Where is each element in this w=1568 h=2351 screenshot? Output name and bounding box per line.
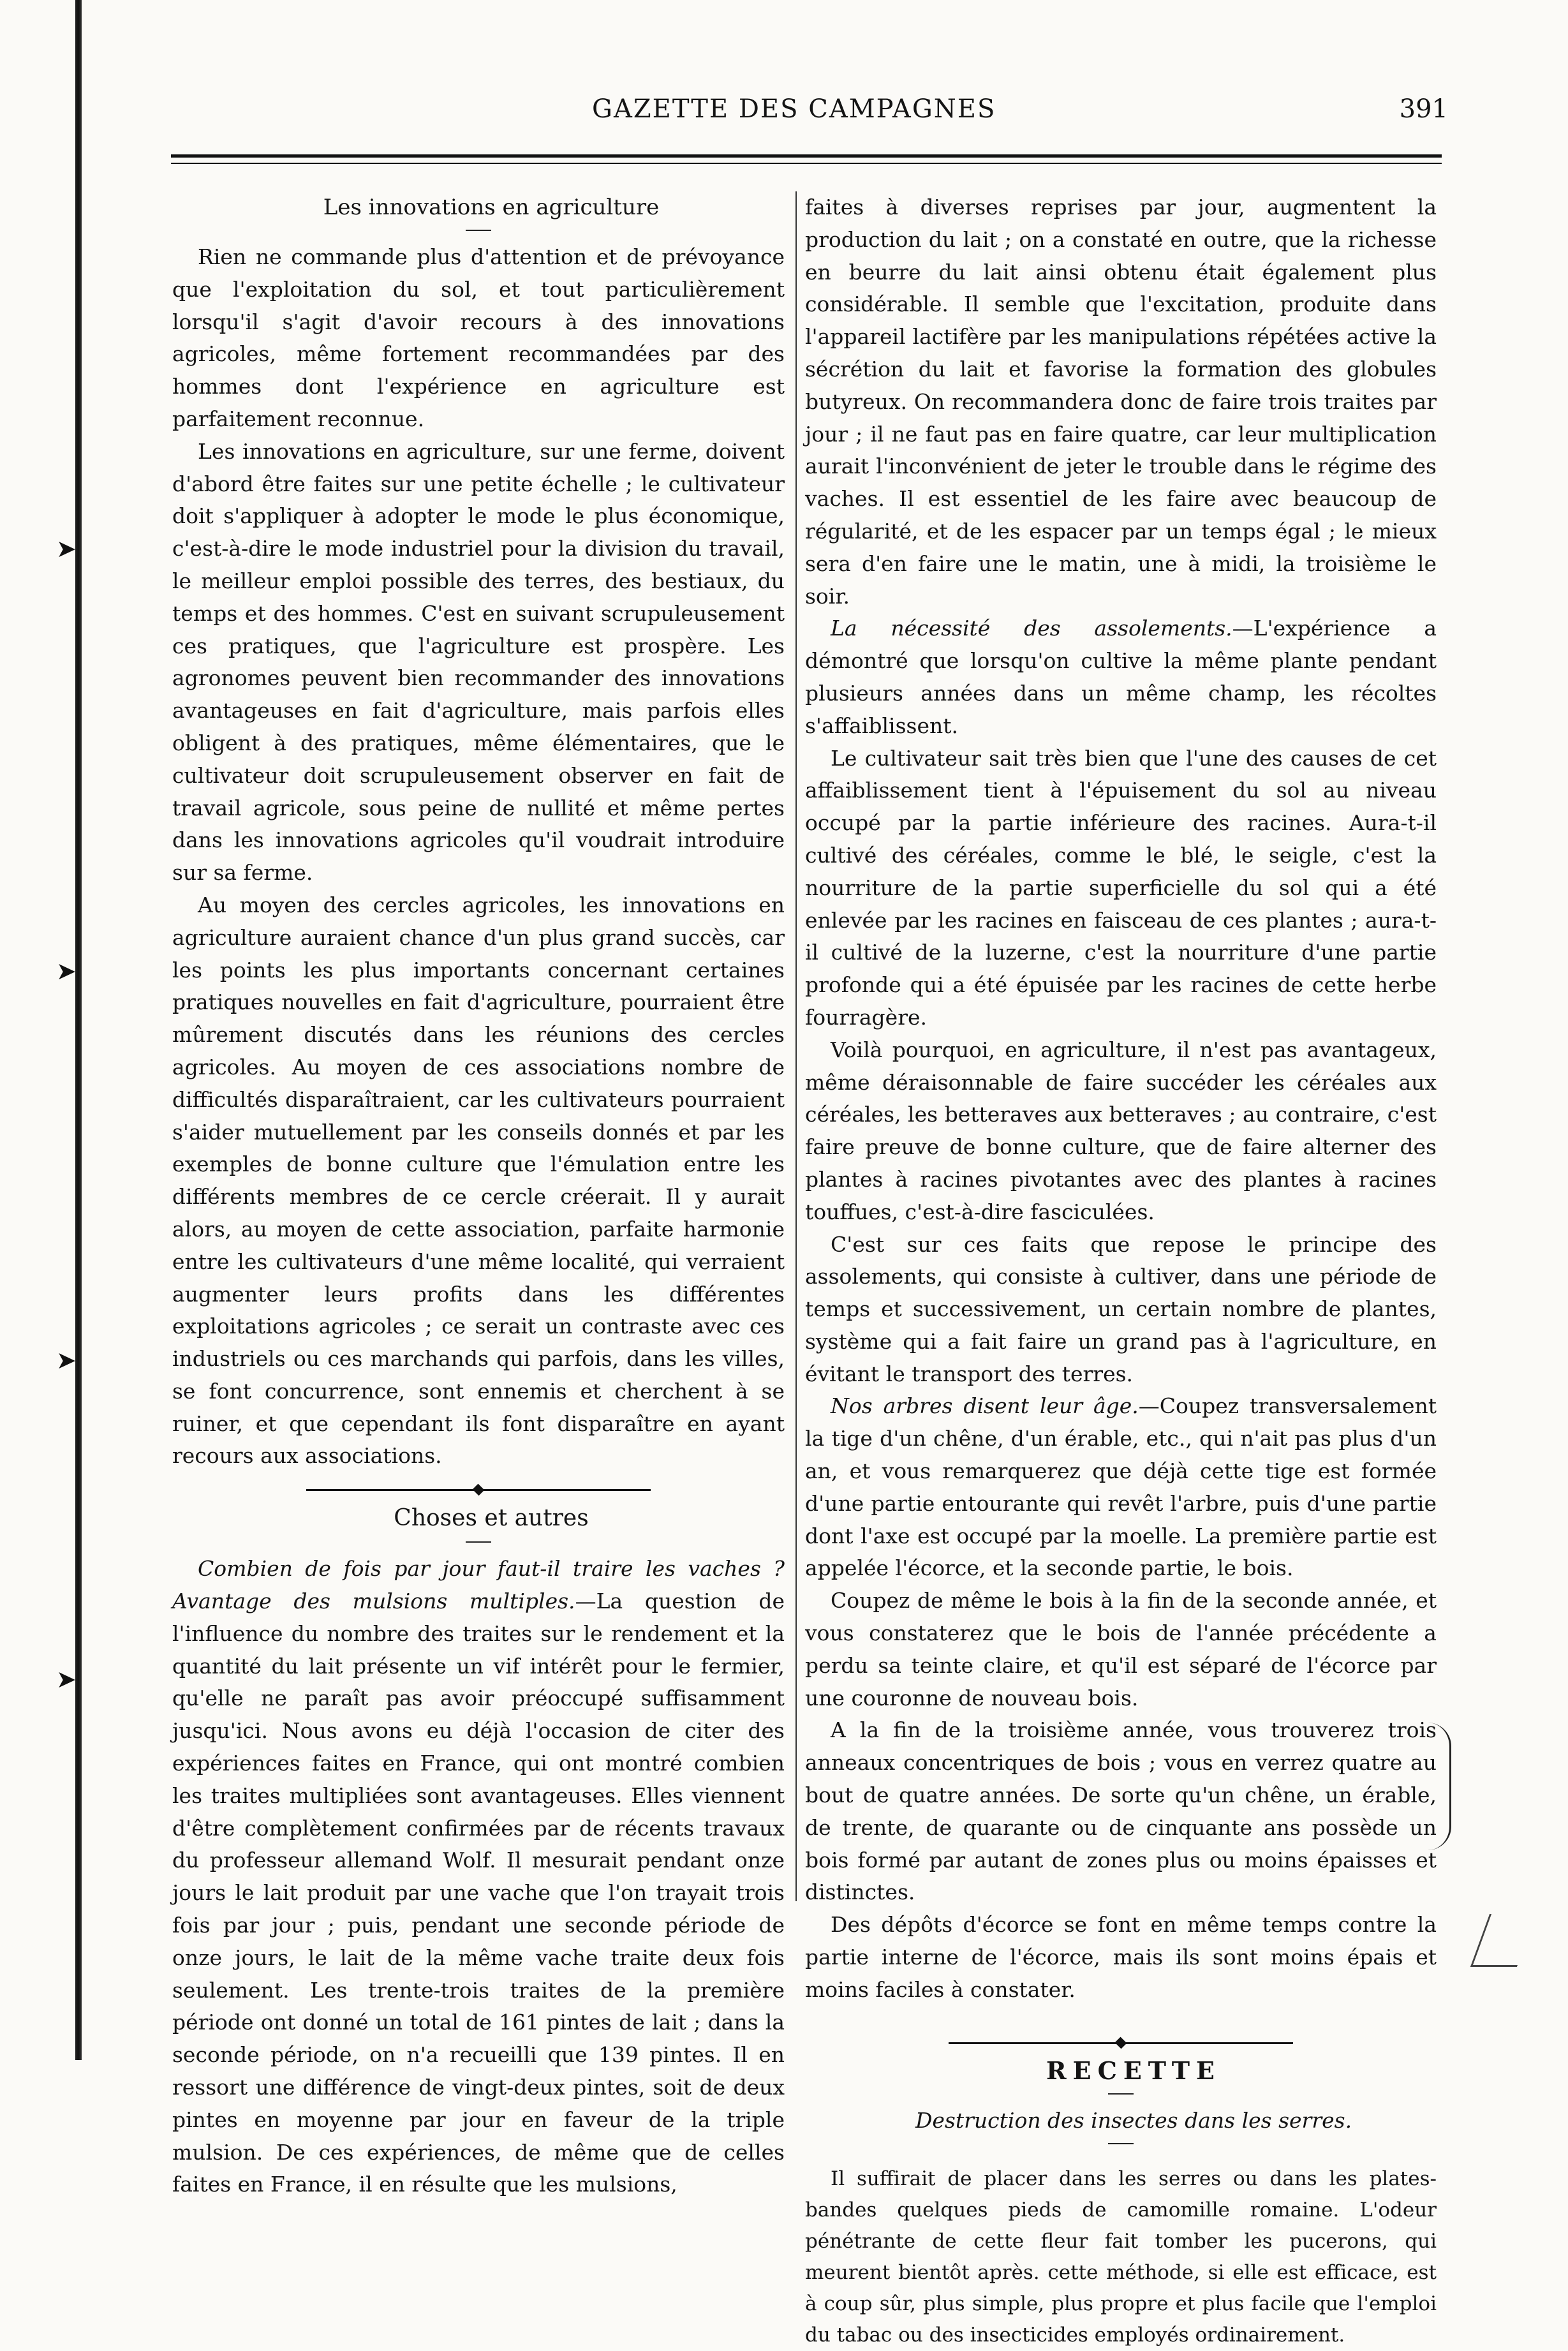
binding-mark: ➤ [56, 1346, 77, 1374]
paragraph: Le cultivateur sait très bien que l'une des causes de cet affaiblissement tient à l'épuisement du sol au niveau occupé par la partie inférieure des racines. Aura-t-il cultivé des céréales, comme le blé, le seigle, c'est la nourriture de la partie superficielle du sol qui a été enlevée par les racines en faisceau de ces plantes ; aura-t-il cultivé de la luzerne, c'est la nourriture d'une partie profonde qui a été épuisée par les racines de cette herbe fourragère. [805, 745, 1437, 1030]
left-column [172, 191, 785, 2201]
paragraph: Rien ne commande plus d'attention et de prévoyance que l'exploitation du sol, et tout particulièrement lorsqu'il s'agit d'avoir recours à des innovations agricoles, même fortement recommandées par des hommes dont l'expérience en agriculture est parfaitement reconnue. [172, 244, 785, 431]
header-rule [171, 154, 1442, 164]
paragraph [805, 1390, 1437, 1585]
binding-mark: ➤ [56, 957, 77, 985]
page-number: 391 [1399, 94, 1448, 124]
title-dash [805, 2087, 1437, 2105]
lead-text: —L'expérience a démontré que lorsqu'on cultive la même plante pendant plusieurs années dans un même champ, les récoltes s'affaiblissent. [805, 616, 1437, 738]
paragraph: Voilà pourquoi, en agriculture, il n'est pas avantageux, même déraisonnable de faire succéder les céréales aux céréales, les betteraves aux betteraves ; au contraire, c'est faire preuve de bonne culture, que de faire alterner des plantes à racines pivotantes avec des plantes à racines touffues, c'est-à-dire fasciculées. [805, 1037, 1437, 1224]
paragraph: A la fin de la troisième année, vous trouverez trois anneaux concentriques de bois ; vous en verrez quatre au bout de quatre années. De sorte qu'un chêne, un érable, de trente, de quarante ou de cinquante ans possède un bois formé par autant de zones plus ou moins épaisses et distinctes. [805, 1717, 1437, 1905]
paragraph: Les innovations en agriculture, sur une ferme, doivent d'abord être faites sur une petite échelle ; le cultivateur doit s'appliquer à adopter le mode le plus économique, c'est-à-dire le mode industriel pour la division du travail, le meilleur emploi possible des terres, des bestiaux, du temps et des hommes. C'est en suivant scrupuleusement ces pratiques, que l'agriculture est prospère. Les agronomes peuvent bien recommander des innovations avantageuses en fait d'agriculture, mais parfois elles obligent à des pratiques, même élémentaires, que le cultivateur doit scrupuleusement observer en fait de travail agricole, sous peine de nullité et même pertes dans les innovations agricoles qu'il voudrait introduire sur sa ferme. [172, 438, 785, 886]
paragraph [172, 1553, 785, 2201]
binding-mark: ➤ [56, 535, 77, 563]
page-binding-edge [75, 0, 82, 2060]
title-dash [172, 1535, 785, 1553]
paragraph: Coupez de même le bois à la fin de la seconde année, et vous constaterez que le bois de l'année précédente a perdu sa teinte claire, et qu'il est séparé de l'écorce par une couronne de nouveau bois. [805, 1588, 1437, 1710]
corner-mark [1470, 1914, 1536, 1967]
lead-italic: Combien de fois par jour faut-il traire les vaches ? Avantage des mulsions multiples. [172, 1556, 785, 1614]
recipe-text: Il suffirait de placer dans les serres ou dans les plates-bandes quelques pieds de camomille romaine. L'odeur pénétrante de cette fleur fait tomber les pucerons, qui meurent bientôt après. cette méthode, si elle est efficace, est à coup sûr, plus simple, plus propre et plus facile que l'emploi du tabac ou des insecticides employés ordinairement. [805, 2167, 1437, 2347]
lead-text: —Coupez transversalement la tige d'un chêne, d'un érable, etc., qui n'ait pas plus d'un an, et vous remarquerez que déjà cette tige est formée d'une partie entourante qui revêt l'arbre, puis d'une partie dont l'axe est occupé par la moelle. La première partie est appelée l'écorce, et la seconde partie, le bois. [805, 1393, 1437, 1581]
recipe-title: RECETTE [1046, 2056, 1221, 2085]
margin-bracket [1428, 1723, 1451, 1850]
binding-mark: ➤ [56, 1665, 77, 1693]
paragraph: Au moyen des cercles agricoles, les innovations en agriculture auraient chance d'un plus grand succès, car les points les plus importants concernant certaines pratiques nouvelles en fait d'agriculture, pourraient être mûrement discutés dans les réunions des cercles agricoles. Au moyen de ces associations nombre de difficultés disparaîtraient, car les cultivateurs pourraient s'aider mutuellement par les conseils donnés et par les exemples de bonne culture que l'émulation entre les différents membres de ce cercle créerait. Il y aurait alors, au moyen de cette association, parfaite harmonie entre les cultivateurs d'une même localité, qui verraient augmenter leurs profits dans les différentes exploitations agricoles ; ce serait un contraste avec ces industriels ou ces marchands qui parfois, dans les villes, se font concurrence, sont ennemis et cherchent à se ruiner, et que cependant ils font disparaître en ayant recours aux associations. [172, 892, 785, 1469]
section-title: Choses et autres [394, 1505, 589, 1532]
paragraph: C'est sur ces faits que repose le principe des assolements, qui consiste à cultiver, dans une période de temps et successivement, un certain nombre de plantes, système qui a fait faire un grand pas à l'agriculture, en évitant le transport des terres. [805, 1231, 1437, 1386]
paragraph [805, 612, 1437, 742]
paragraph: Des dépôts d'écorce se font en même temps contre la partie interne de l'écorce, mais ils sont moins épais et moins faciles à constater. [805, 1912, 1437, 2002]
lead-italic: Nos arbres disent leur âge. [831, 1393, 1139, 1419]
column-divider [795, 191, 797, 1901]
title-dash [172, 223, 785, 241]
section-ornament [949, 2032, 1293, 2055]
section-ornament [306, 1479, 651, 1502]
recipe-subtitle: Destruction des insectes dans les serres. [915, 2108, 1352, 2133]
lead-text: —La question de l'influence du nombre des traites sur le rendement et la quantité du lait présente un vif intérêt pour le fermier, qu'elle ne paraît pas avoir préoccupé suffisamment jusqu'ici. Nous avons eu déjà l'occasion de citer des expériences faites en France, qui ont montré combien les traites multipliées sont avantageuses. Elles viennent d'être complètement confirmées par de récents travaux du professeur allemand Wolf. Il mesurait pendant onze jours le lait produit par une vache que l'on trayait trois fois par jour ; puis, pendant une seconde période de onze jours, le lait de la même vache traite deux fois seulement. Les trente-trois traites de la première période ont donné un total de 161 pintes de lait ; dans la seconde période, on n'a recueilli que 139 pintes. Il en ressort une différence de vingt-deux pintes, soit de deux pintes en moyenne par jour en faveur de la triple mulsion. De ces expériences, de même que de celles faites en France, il en résulte que les mulsions, [172, 1589, 785, 2197]
right-column [805, 191, 1437, 2351]
page-header [166, 94, 1448, 139]
article-title: Les innovations en agriculture [323, 195, 660, 220]
paragraph: faites à diverses reprises par jour, augmentent la production du lait ; on a constaté en outre, que la richesse en beurre du lait ainsi obtenu était également plus considérable. Il semble que l'excitation, produite dans l'appareil lactifère par les manipulations répétées active la sécrétion du lait et favorise la formation des globules butyreux. On recommandera donc de faire trois traites par jour ; il ne faut pas en faire quatre, car leur multiplication aurait l'inconvénient de jeter le trouble dans le régime des vaches. Il est essentiel de les faire avec beaucoup de régularité, et de les espacer par un temps égal ; le mieux sera d'en faire une le matin, une à midi, la troisième le soir. [805, 195, 1437, 609]
lead-italic: La nécessité des assolements. [831, 616, 1232, 641]
journal-title: GAZETTE DES CAMPAGNES [592, 94, 996, 124]
title-dash [805, 2137, 1437, 2154]
